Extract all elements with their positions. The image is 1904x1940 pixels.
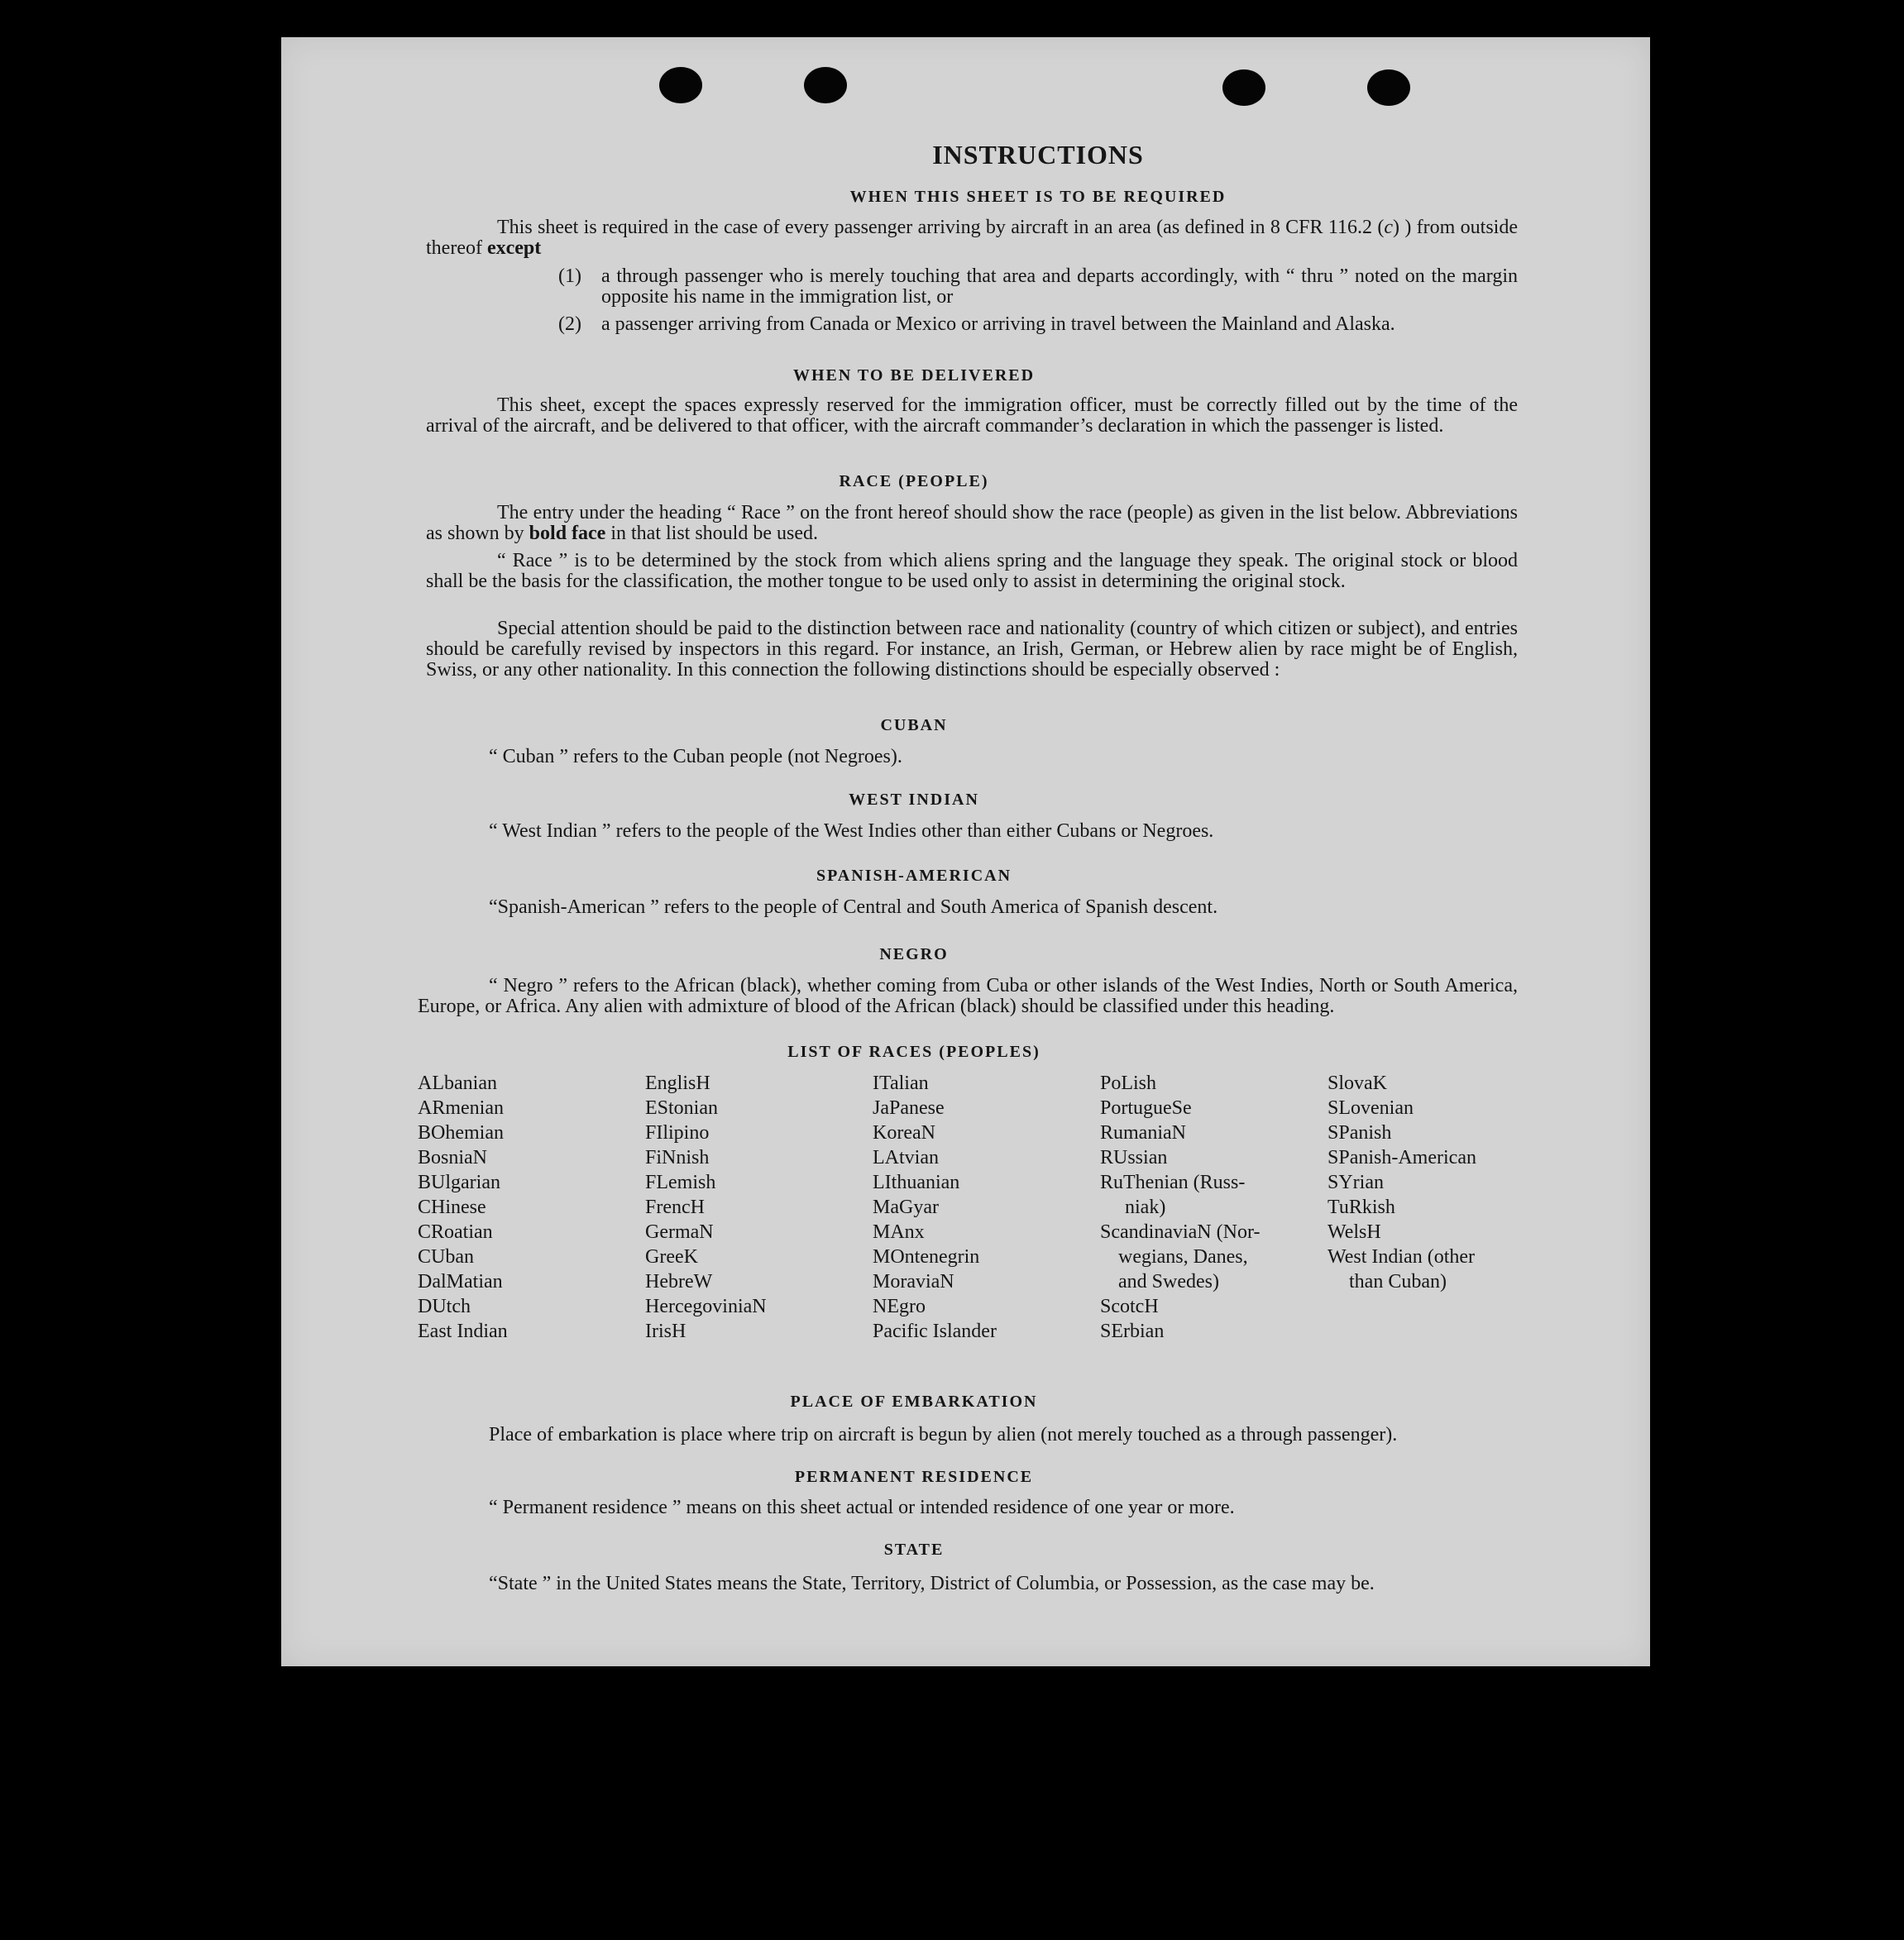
race-list-item: JaPanese — [873, 1097, 945, 1119]
race-list-item: DUtch — [418, 1296, 471, 1317]
race-p1-bold: bold face — [529, 523, 606, 544]
section-heading-spanish-american: SPANISH-AMERICAN — [816, 867, 1012, 885]
race-list-item: RumaniaN — [1100, 1122, 1186, 1144]
state-text: “State ” in the United States means the State, Territory, District of Columbia, or Possession, as the case may be. — [489, 1573, 1375, 1594]
race-paragraph-1 — [426, 503, 1518, 544]
list-item-number: (2) — [558, 313, 581, 335]
race-list-item: RUssian — [1100, 1147, 1168, 1168]
section-heading-residence: PERMANENT RESIDENCE — [794, 1468, 1034, 1486]
race-list-item: CHinese — [418, 1197, 486, 1218]
section-heading-embarkation: PLACE OF EMBARKATION — [790, 1393, 1038, 1411]
race-list-item: KoreaN — [873, 1122, 935, 1144]
document-sheet — [281, 37, 1650, 1666]
spanish-american-text: “Spanish-American ” refers to the people of Central and South America of Spanish descent. — [489, 896, 1218, 918]
list-item-number: (1) — [558, 265, 581, 287]
race-list-item: PoLish — [1100, 1073, 1157, 1094]
race-list-item: Pacific Islander — [873, 1321, 997, 1342]
race-list-item: ALbanian — [418, 1073, 497, 1094]
race-list-item: NEgro — [873, 1296, 926, 1317]
cuban-text: “ Cuban ” refers to the Cuban people (not Negroes). — [489, 746, 902, 767]
race-list-item: SErbian — [1100, 1321, 1165, 1342]
race-list-item: MoraviaN — [873, 1271, 954, 1293]
race-list-item: MaGyar — [873, 1197, 939, 1218]
instructions-content — [281, 37, 1650, 1666]
race-list-item: FrencH — [645, 1197, 705, 1218]
race-list-item: PortugueSe — [1100, 1097, 1192, 1119]
race-list-item: ITalian — [873, 1073, 929, 1094]
west-indian-text: “ West Indian ” refers to the people of the West Indies other than either Cubans or Negroes. — [489, 820, 1214, 842]
race-list-item: ScandinaviaN (Nor- — [1100, 1221, 1261, 1243]
race-list-item: MAnx — [873, 1221, 925, 1243]
race-list-item: BOhemian — [418, 1122, 504, 1144]
race-list-column — [418, 1071, 641, 1344]
race-p1-text-2: in that list should be used. — [605, 523, 818, 544]
section-heading-west-indian: WEST INDIAN — [849, 791, 979, 809]
section-heading-required: WHEN THIS SHEET IS TO BE REQUIRED — [849, 188, 1227, 206]
race-list-item: LIthuanian — [873, 1172, 960, 1193]
list-item-text: a passenger arriving from Canada or Mexico or arriving in travel between the Mainland and Alaska. — [601, 313, 1395, 335]
race-list-item: DalMatian — [418, 1271, 503, 1293]
race-list-item: BosniaN — [418, 1147, 487, 1168]
required-intro-italic: c — [1384, 217, 1393, 238]
required-intro-text: This sheet is required in the case of every passenger arriving by aircraft in an area (as defined in 8 CFR 116.2 ( — [497, 217, 1385, 238]
race-list-column — [1328, 1071, 1551, 1294]
race-list-item: FIlipino — [645, 1122, 710, 1144]
race-list-item: SlovaK — [1328, 1073, 1387, 1094]
race-list-item: WelsH — [1328, 1221, 1381, 1243]
race-list-item: ScotcH — [1100, 1296, 1159, 1317]
section-heading-cuban: CUBAN — [880, 716, 948, 734]
page-title: INSTRUCTIONS — [932, 140, 1144, 170]
race-list-item: GreeK — [645, 1246, 698, 1268]
race-list-item: CUban — [418, 1246, 474, 1268]
race-paragraph-2: “ Race ” is to be determined by the stock from which aliens spring and the language they speak. The original stock or blood shall be the basis for the classification, the mother tongue to be used only to assist in determining the original stock. — [426, 550, 1518, 592]
race-list-item: EStonian — [645, 1097, 718, 1119]
race-list-item: LAtvian — [873, 1147, 939, 1168]
race-list-item: than Cuban) — [1349, 1271, 1447, 1293]
race-list-item: BUlgarian — [418, 1172, 500, 1193]
list-item — [558, 266, 1518, 309]
race-list-table — [418, 1071, 1518, 1385]
required-intro-text-2: ) ) from outside thereof — [426, 217, 1519, 259]
section-heading-delivered: WHEN TO BE DELIVERED — [792, 366, 1036, 385]
negro-text: “ Negro ” refers to the African (black), whether coming from Cuba or other islands of the West Indies, North or South America, Europe, or Africa. Any alien with admixture of blood of the African (black) should be classified under this heading. — [418, 975, 1518, 1017]
race-list-item: IrisH — [645, 1321, 686, 1342]
race-paragraph-3: Special attention should be paid to the distinction between race and nationality (country of which citizen or subject), and entries should be carefully revised by inspectors in this regard. For instance, an Irish, German, or Hebrew alien by race might be of English, Swiss, or any other nationality. In this connection the following distinctions should be especially observed : — [426, 618, 1518, 681]
section-heading-race: RACE (PEOPLE) — [839, 472, 989, 490]
race-list-item: SPanish-American — [1328, 1147, 1476, 1168]
list-item — [558, 314, 1518, 357]
race-list-item: HercegoviniaN — [645, 1296, 767, 1317]
residence-text: “ Permanent residence ” means on this sheet actual or intended residence of one year or more. — [489, 1497, 1235, 1518]
section-heading-negro: NEGRO — [879, 945, 949, 963]
embarkation-text: Place of embarkation is place where trip on aircraft is begun by alien (not merely touched as a through passenger). — [489, 1424, 1398, 1445]
race-list-column — [873, 1071, 1096, 1344]
race-list-item: RuThenian (Russ- — [1100, 1172, 1246, 1193]
race-list-item: ARmenian — [418, 1097, 504, 1119]
race-p1-text: The entry under the heading “ Race ” on the front hereof should show the race (people) as given in the list below. Abbreviations as shown by — [426, 502, 1518, 544]
race-list-item: SYrian — [1328, 1172, 1384, 1193]
race-list-item: TuRkish — [1328, 1197, 1395, 1218]
race-list-item: niak) — [1125, 1197, 1166, 1218]
race-list-item: wegians, Danes, — [1118, 1246, 1248, 1268]
section-heading-race-list: LIST OF RACES (PEOPLES) — [787, 1043, 1041, 1061]
required-intro-except: except — [486, 237, 542, 259]
required-intro — [426, 217, 1518, 259]
race-list-item: East Indian — [418, 1321, 508, 1342]
race-list-item: GermaN — [645, 1221, 714, 1243]
race-list-item: SPanish — [1328, 1122, 1392, 1144]
race-list-item: and Swedes) — [1118, 1271, 1219, 1293]
race-list-item: West Indian (other — [1328, 1246, 1476, 1268]
race-list-item: FLemish — [645, 1172, 716, 1193]
race-list-item: CRoatian — [418, 1221, 493, 1243]
race-list-column — [1100, 1071, 1323, 1344]
list-item-text: a through passenger who is merely touching that area and departs accordingly, with “ thru ” noted on the margin opposite his name in the immigration list, or — [601, 265, 1518, 308]
race-list-item: SLovenian — [1328, 1097, 1414, 1119]
race-list-item: HebreW — [645, 1271, 713, 1293]
race-list-item: MOntenegrin — [873, 1246, 980, 1268]
delivered-text: This sheet, except the spaces expressly reserved for the immigration officer, must be correctly filled out by the time of the arrival of the aircraft, and be delivered to that officer, with the aircraft commander’s declaration in which the passenger is listed. — [426, 394, 1518, 437]
race-list-item: FiNnish — [645, 1147, 710, 1168]
section-heading-state: STATE — [883, 1541, 945, 1559]
race-list-column — [645, 1071, 868, 1344]
race-list-item: EnglisH — [645, 1073, 710, 1094]
